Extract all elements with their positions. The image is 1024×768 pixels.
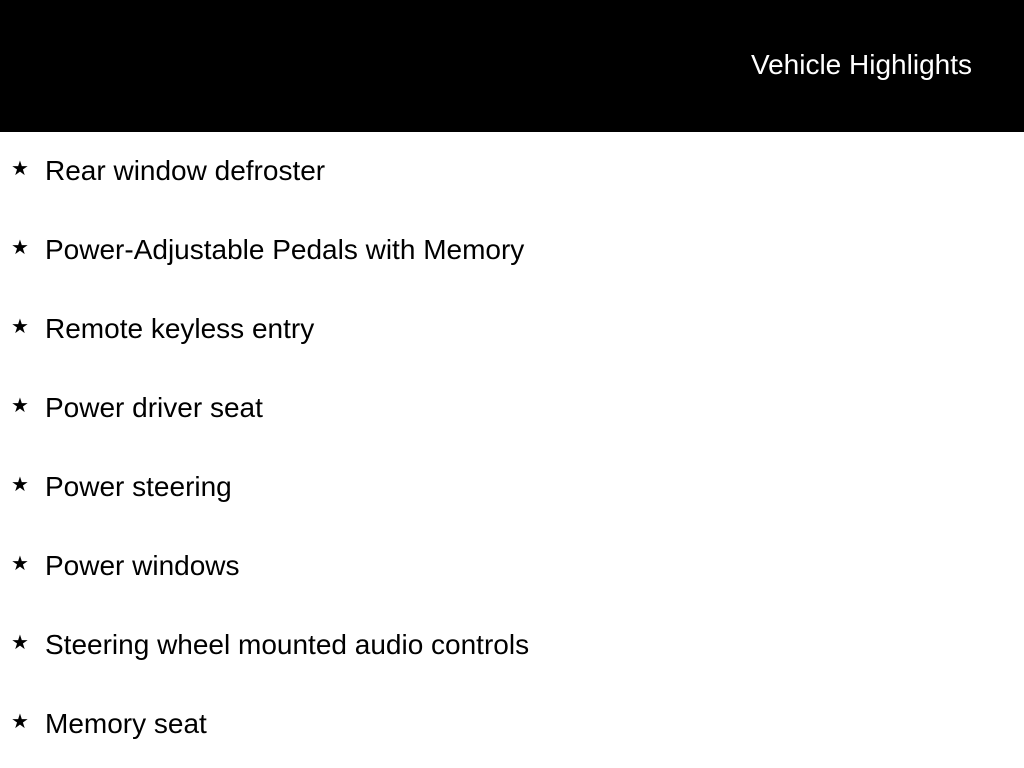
list-item: [0, 606, 1024, 685]
star-icon: ★: [11, 158, 29, 180]
highlight-label: Power steering: [45, 471, 232, 502]
star-icon: ★: [11, 395, 29, 417]
star-icon: ★: [11, 553, 29, 575]
highlight-label: Memory seat: [45, 708, 207, 739]
list-item: [0, 685, 1024, 764]
highlight-label: Power windows: [45, 550, 240, 581]
header-bar: [0, 0, 1024, 132]
star-icon: ★: [11, 237, 29, 259]
star-icon: ★: [11, 632, 29, 654]
list-item: [0, 448, 1024, 527]
list-item: [0, 211, 1024, 290]
star-icon: ★: [11, 316, 29, 338]
highlight-label: Power driver seat: [45, 392, 263, 423]
highlight-label: Rear window defroster: [45, 155, 326, 186]
highlight-label: Remote keyless entry: [45, 313, 315, 344]
list-item: [0, 369, 1024, 448]
list-item: [0, 290, 1024, 369]
list-item: [0, 527, 1024, 606]
highlight-label: Steering wheel mounted audio controls: [45, 629, 530, 660]
star-icon: ★: [11, 474, 29, 496]
list-item: [0, 132, 1024, 211]
highlight-label: Power-Adjustable Pedals with Memory: [45, 234, 525, 265]
page-title: Vehicle Highlights: [750, 49, 972, 80]
star-icon: ★: [11, 711, 29, 733]
